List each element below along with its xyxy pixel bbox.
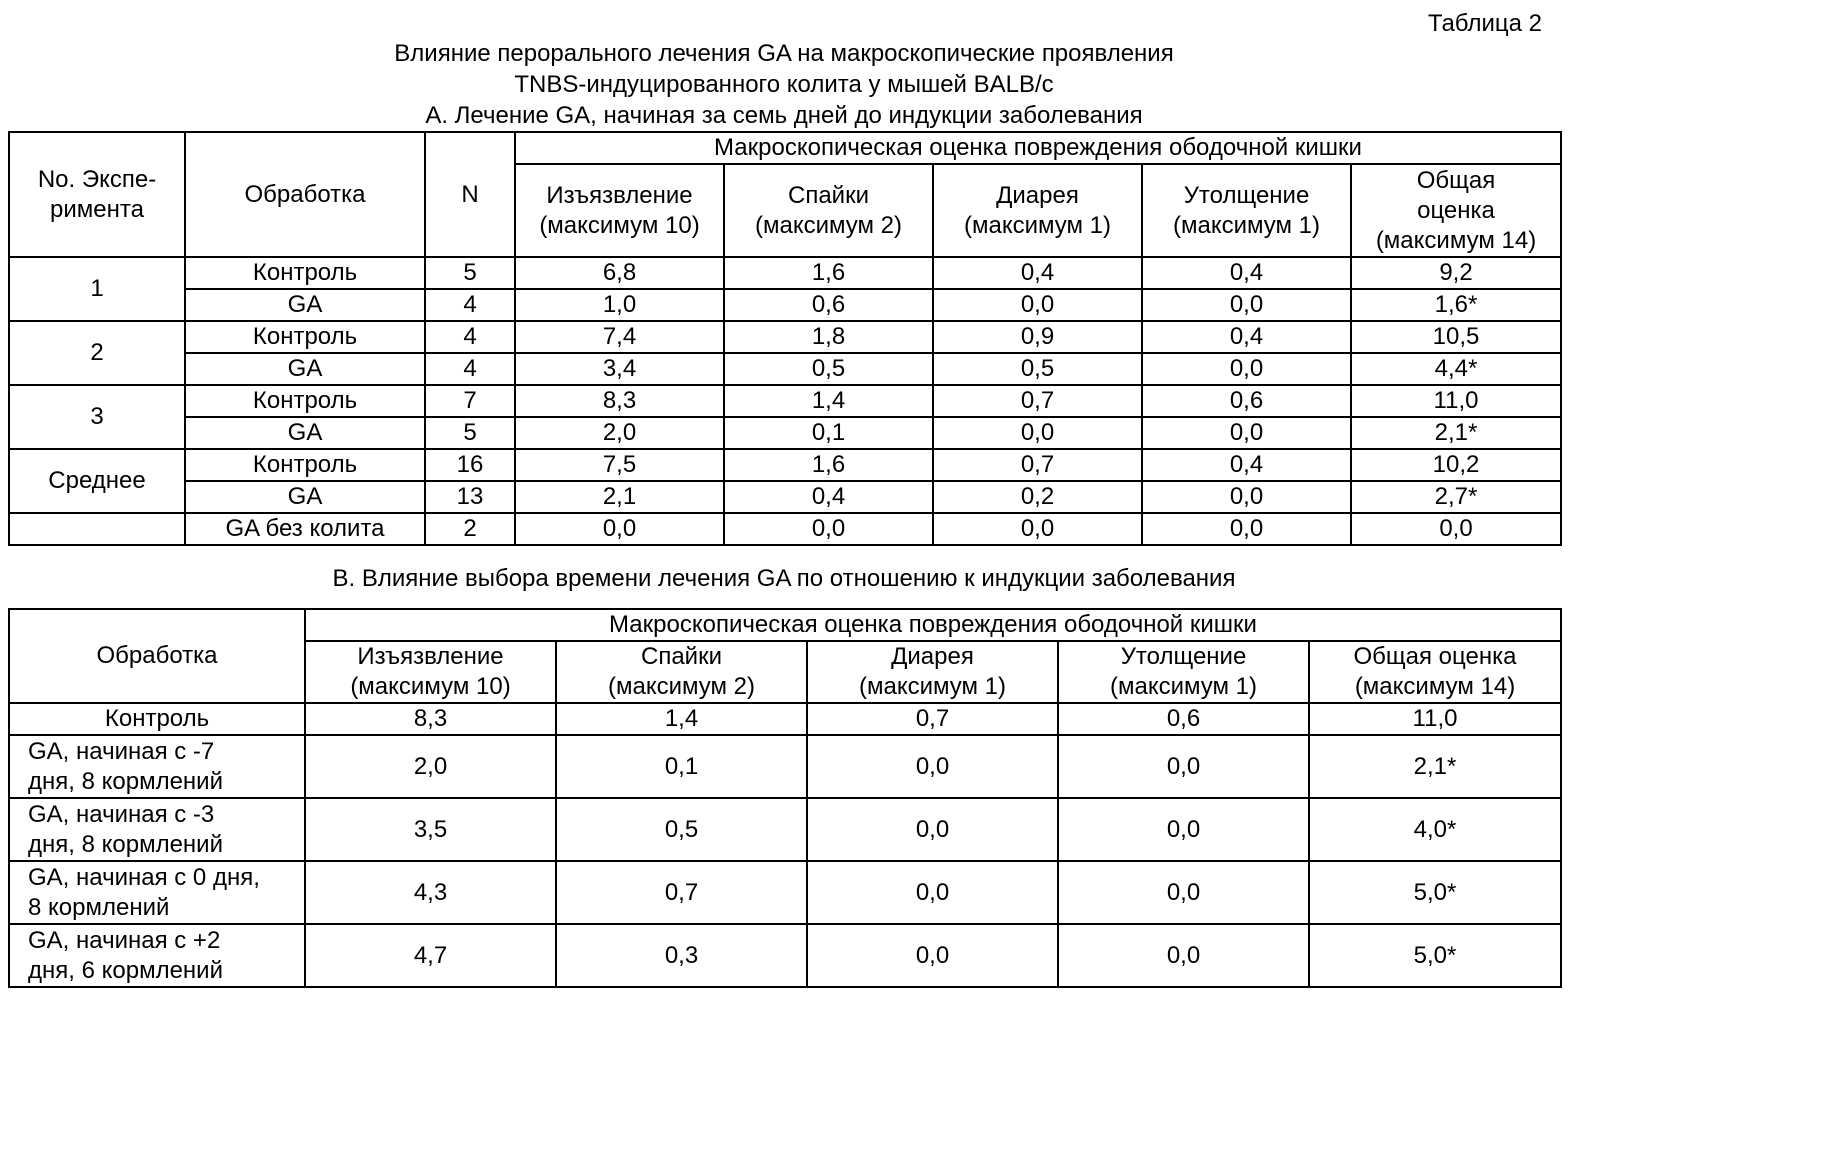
ulceration-cell: 4,7 (305, 924, 556, 987)
table-row (9, 385, 1561, 417)
diarrhea-cell: 0,0 (807, 924, 1058, 987)
treatment-cell: GA (185, 353, 425, 385)
header-thickening: Утолщение (максимум 1) (1142, 164, 1351, 257)
header-total: Общая оценка (максимум 14) (1309, 641, 1561, 703)
header-total: Общая оценка (максимум 14) (1351, 164, 1561, 257)
diarrhea-cell: 0,7 (933, 385, 1142, 417)
adhesions-cell: 0,7 (556, 861, 807, 924)
adhesions-cell: 0,1 (556, 735, 807, 798)
ulceration-cell: 2,0 (515, 417, 724, 449)
treatment-cell: GA (185, 481, 425, 513)
ulceration-cell: 4,3 (305, 861, 556, 924)
header-thickening: Утолщение (максимум 1) (1058, 641, 1309, 703)
adhesions-cell: 1,8 (724, 321, 933, 353)
ulceration-cell: 2,0 (305, 735, 556, 798)
header-diarrhea: Диарея (максимум 1) (933, 164, 1142, 257)
diarrhea-cell: 0,0 (807, 861, 1058, 924)
table-row (9, 481, 1561, 513)
table-row (9, 861, 1561, 924)
header-treatment: Обработка (9, 609, 305, 703)
total-cell: 10,2 (1351, 449, 1561, 481)
total-cell: 11,0 (1351, 385, 1561, 417)
experiment-cell-empty (9, 513, 185, 545)
thickening-cell: 0,0 (1058, 924, 1309, 987)
experiment-cell: 2 (9, 321, 185, 385)
header-diarrhea: Диарея (максимум 1) (807, 641, 1058, 703)
n-cell: 16 (425, 449, 515, 481)
experiment-cell: Среднее (9, 449, 185, 513)
ulceration-cell: 7,5 (515, 449, 724, 481)
table-row (9, 703, 1561, 735)
n-cell: 13 (425, 481, 515, 513)
thickening-cell: 0,0 (1058, 798, 1309, 861)
header-experiment: No. Экспе- римента (9, 132, 185, 257)
thickening-cell: 0,4 (1142, 449, 1351, 481)
experiment-cell: 3 (9, 385, 185, 449)
treatment-cell: GA, начиная с 0 дня, 8 кормлений (9, 861, 305, 924)
n-cell: 5 (425, 417, 515, 449)
header-group: Макроскопическая оценка повреждения ободочной кишки (305, 609, 1561, 641)
ulceration-cell: 3,4 (515, 353, 724, 385)
thickening-cell: 0,0 (1142, 353, 1351, 385)
table-row (9, 417, 1561, 449)
header-ulceration: Изъязвление (максимум 10) (305, 641, 556, 703)
diarrhea-cell: 0,9 (933, 321, 1142, 353)
total-cell: 5,0* (1309, 924, 1561, 987)
treatment-cell: Контроль (9, 703, 305, 735)
table-number: Таблица 2 (1428, 10, 1542, 38)
diarrhea-cell: 0,7 (807, 703, 1058, 735)
adhesions-cell: 0,1 (724, 417, 933, 449)
title-line-2: TNBS-индуцированного колита у мышей BALB/c (0, 69, 1568, 100)
total-cell: 1,6* (1351, 289, 1561, 321)
adhesions-cell: 1,4 (556, 703, 807, 735)
header-adhesions: Спайки (максимум 2) (556, 641, 807, 703)
treatment-cell: GA (185, 417, 425, 449)
table-a (8, 131, 1562, 546)
adhesions-cell: 0,6 (724, 289, 933, 321)
diarrhea-cell: 0,0 (933, 513, 1142, 545)
treatment-cell: Контроль (185, 449, 425, 481)
total-cell: 10,5 (1351, 321, 1561, 353)
thickening-cell: 0,6 (1058, 703, 1309, 735)
thickening-cell: 0,4 (1142, 257, 1351, 289)
ulceration-cell: 8,3 (515, 385, 724, 417)
treatment-cell: GA без колита (185, 513, 425, 545)
thickening-cell: 0,6 (1142, 385, 1351, 417)
total-cell: 4,4* (1351, 353, 1561, 385)
experiment-cell: 1 (9, 257, 185, 321)
treatment-cell: GA, начиная с -7 дня, 8 кормлений (9, 735, 305, 798)
table-row (9, 257, 1561, 289)
treatment-cell: GA, начиная с +2 дня, 6 кормлений (9, 924, 305, 987)
table-row (9, 353, 1561, 385)
thickening-cell: 0,0 (1058, 861, 1309, 924)
header-group: Макроскопическая оценка повреждения ободочной кишки (515, 132, 1561, 164)
header-ulceration: Изъязвление (максимум 10) (515, 164, 724, 257)
diarrhea-cell: 0,2 (933, 481, 1142, 513)
total-cell: 11,0 (1309, 703, 1561, 735)
ulceration-cell: 1,0 (515, 289, 724, 321)
title-line-1: Влияние перорального лечения GA на макроскопические проявления (0, 38, 1568, 69)
n-cell: 5 (425, 257, 515, 289)
diarrhea-cell: 0,0 (933, 417, 1142, 449)
thickening-cell: 0,4 (1142, 321, 1351, 353)
table-row (9, 924, 1561, 987)
adhesions-cell: 1,6 (724, 257, 933, 289)
table-row (9, 513, 1561, 545)
thickening-cell: 0,0 (1142, 513, 1351, 545)
total-cell: 5,0* (1309, 861, 1561, 924)
n-cell: 4 (425, 289, 515, 321)
adhesions-cell: 1,6 (724, 449, 933, 481)
ulceration-cell: 2,1 (515, 481, 724, 513)
header-treatment: Обработка (185, 132, 425, 257)
table-b (8, 608, 1562, 988)
table-row (9, 449, 1561, 481)
treatment-cell: Контроль (185, 385, 425, 417)
section-a-title: А. Лечение GA, начиная за семь дней до индукции заболевания (0, 100, 1568, 131)
table-row (9, 798, 1561, 861)
total-cell: 0,0 (1351, 513, 1561, 545)
ulceration-cell: 0,0 (515, 513, 724, 545)
n-cell: 4 (425, 353, 515, 385)
treatment-cell: Контроль (185, 257, 425, 289)
adhesions-cell: 0,0 (724, 513, 933, 545)
header-adhesions: Спайки (максимум 2) (724, 164, 933, 257)
diarrhea-cell: 0,0 (807, 735, 1058, 798)
ulceration-cell: 8,3 (305, 703, 556, 735)
diarrhea-cell: 0,0 (807, 798, 1058, 861)
n-cell: 7 (425, 385, 515, 417)
total-cell: 4,0* (1309, 798, 1561, 861)
adhesions-cell: 0,5 (556, 798, 807, 861)
total-cell: 2,1* (1309, 735, 1561, 798)
n-cell: 4 (425, 321, 515, 353)
adhesions-cell: 0,5 (724, 353, 933, 385)
table-row (9, 735, 1561, 798)
diarrhea-cell: 0,4 (933, 257, 1142, 289)
thickening-cell: 0,0 (1058, 735, 1309, 798)
treatment-cell: Контроль (185, 321, 425, 353)
ulceration-cell: 3,5 (305, 798, 556, 861)
thickening-cell: 0,0 (1142, 481, 1351, 513)
adhesions-cell: 1,4 (724, 385, 933, 417)
adhesions-cell: 0,4 (724, 481, 933, 513)
total-cell: 2,7* (1351, 481, 1561, 513)
ulceration-cell: 6,8 (515, 257, 724, 289)
adhesions-cell: 0,3 (556, 924, 807, 987)
section-b-title: В. Влияние выбора времени лечения GA по отношению к индукции заболевания (0, 563, 1568, 594)
diarrhea-cell: 0,0 (933, 289, 1142, 321)
diarrhea-cell: 0,5 (933, 353, 1142, 385)
table-row (9, 321, 1561, 353)
thickening-cell: 0,0 (1142, 417, 1351, 449)
thickening-cell: 0,0 (1142, 289, 1351, 321)
diarrhea-cell: 0,7 (933, 449, 1142, 481)
table-row (9, 289, 1561, 321)
header-n: N (425, 132, 515, 257)
treatment-cell: GA (185, 289, 425, 321)
n-cell: 2 (425, 513, 515, 545)
treatment-cell: GA, начиная с -3 дня, 8 кормлений (9, 798, 305, 861)
total-cell: 2,1* (1351, 417, 1561, 449)
ulceration-cell: 7,4 (515, 321, 724, 353)
total-cell: 9,2 (1351, 257, 1561, 289)
